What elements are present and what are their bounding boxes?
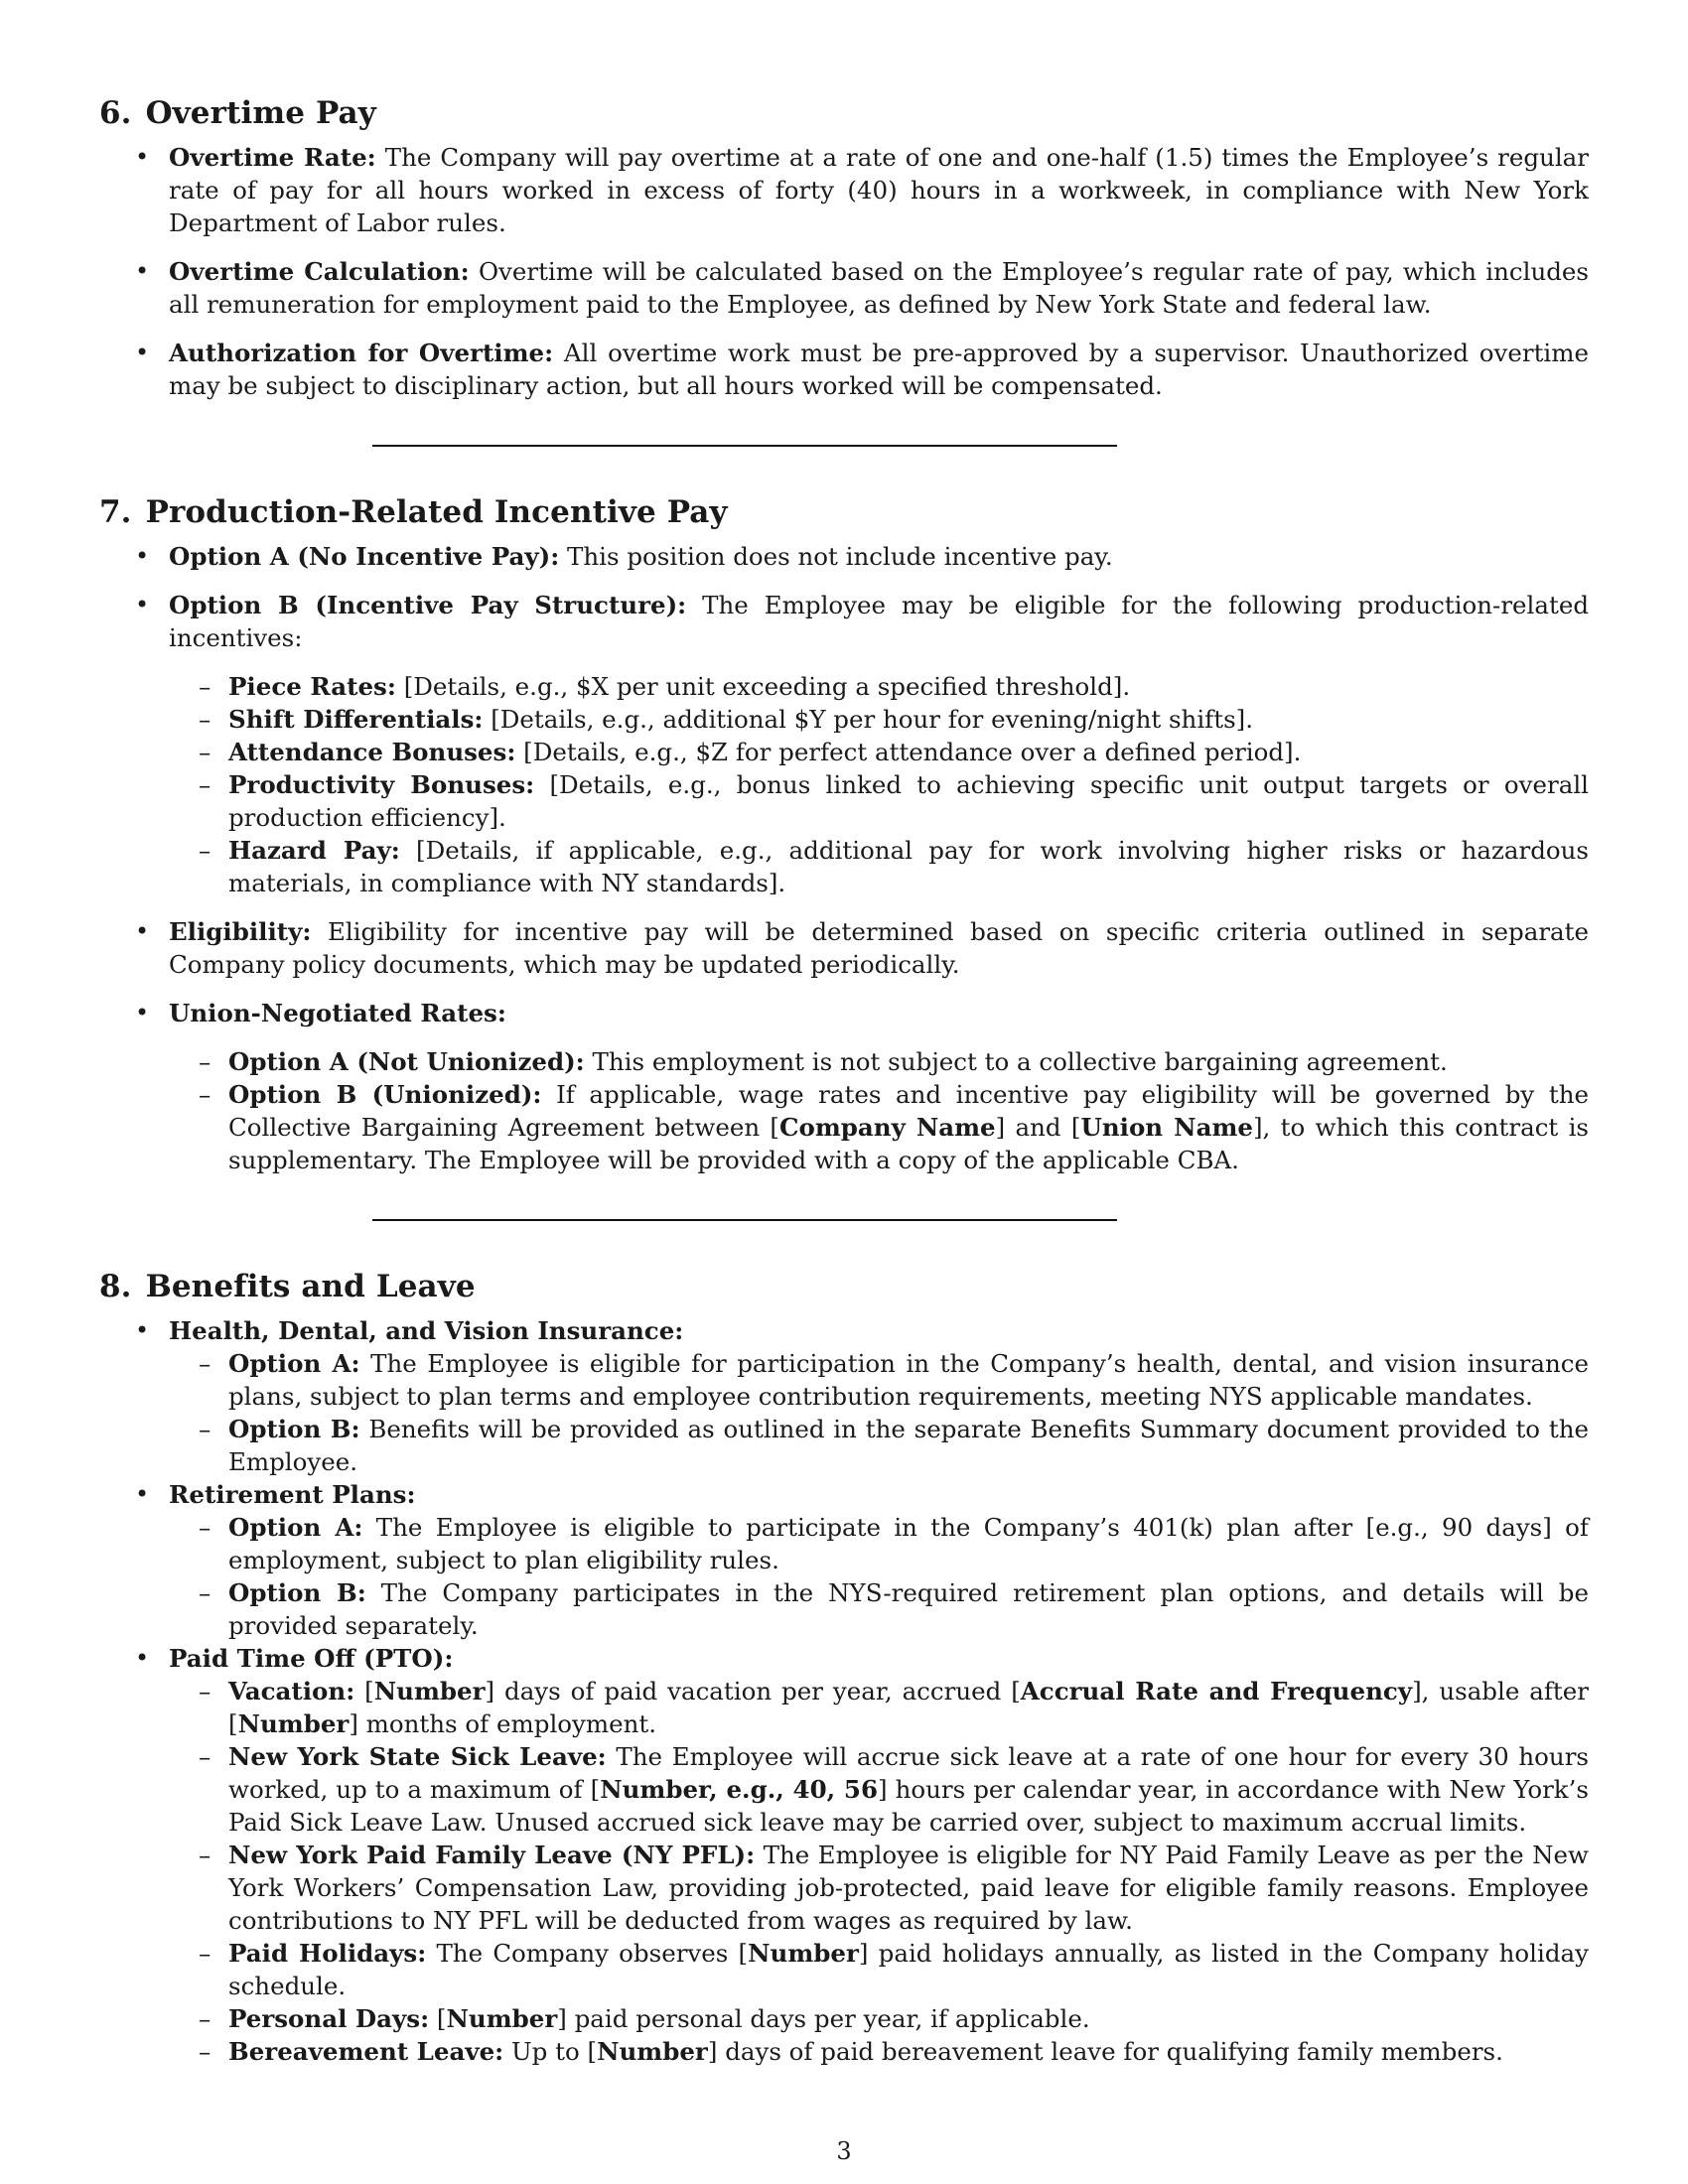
list-item: • Authorization for Overtime: All overtime work must be pre-approved by a supervisor. Unauthorized overtime may be subject to disciplinary action, but all hours worked will be compensated. (99, 337, 1589, 402)
list-item: – Option B: The Company participates in the NYS-required retirement plan options, and details will be provided separately. (169, 1576, 1589, 1642)
list-item: – New York Paid Family Leave (NY PFL): The Employee is eligible for NY Paid Family Leave as per the New York Workers’ Compensation Law, providing job-protected, paid leave for eligible family reasons. Employee contributions to NY PFL will be deducted from wages as required by law. (169, 1839, 1589, 1937)
incentive-sublist (169, 670, 1589, 899)
section-heading: 7. Production-Related Incentive Pay (99, 494, 728, 530)
overtime-list (99, 141, 1589, 402)
list-item: • Overtime Rate: The Company will pay overtime at a rate of one and one-half (1.5) times the Employee’s regular rate of pay for all hours worked in excess of forty (40) hours in a workweek, in compliance with New York Department of Labor rules. (99, 141, 1589, 239)
list-item: • Option A (No Incentive Pay): This position does not include incentive pay. (99, 540, 1589, 573)
section-heading: 6. Overtime Pay (99, 95, 376, 131)
list-item: – New York State Sick Leave: The Employee will accrue sick leave at a rate of one hour for every 30 hours worked, up to a maximum of [Number, e.g., 40, 56] hours per calendar year, in accordance with New York’s Paid Sick Leave Law. Unused accrued sick leave may be carried over, subject to maximum accrual limits. (169, 1740, 1589, 1839)
list-item: – Option A: The Employee is eligible for participation in the Company’s health, dental, and vision insurance plans, subject to plan terms and employee contribution requirements, meeting NYS applicable mandates. (169, 1347, 1589, 1413)
section-divider (372, 445, 1117, 447)
section-heading: 8. Benefits and Leave (99, 1269, 476, 1304)
list-item: – Option A (Not Unionized): This employment is not subject to a collective bargaining agreement. (169, 1045, 1589, 1078)
list-item: • Paid Time Off (PTO): – Vacation: [Number] days of paid vacation per year, accrued [Accrual Rate and Frequency], usable after [Number] months of employment. – New York State Sick Leave: The Employee will accrue sick leave at a rate of one hour for every 30 hours worked, up to a maximum of [Number, e.g., 40, 56] hours per calendar year, in accordance with New York’s Paid Sick Leave Law. Unused accrued sick leave may be carried over, subject to maximum accrual limits. – New York Paid Family Leave (NY PFL): The Employee is eligible for NY Paid Family Leave as per the New York Workers’ Compensation Law, providing job-protected, paid leave for eligible family reasons. Employee contributions to NY PFL will be deducted from wages as required by law. – Paid Holidays: The Company observes [Number] paid holidays annually, as listed in the Company holiday schedule. – Personal Days: [Number] paid personal days per year, if applicable. – Bereavement Leave: Up to [Number] days of paid bereavement leave for qualifying family members. (99, 1642, 1589, 2068)
union-sublist (169, 1045, 1589, 1176)
list-item: – Hazard Pay: [Details, if applicable, e.g., additional pay for work involving higher risks or hazardous materials, in compliance with NY standards]. (169, 834, 1589, 899)
retirement-sublist (169, 1511, 1589, 1642)
list-item: • Eligibility: Eligibility for incentive pay will be determined based on specific criteria outlined in separate Company policy documents, which may be updated periodically. (99, 915, 1589, 981)
list-item: – Personal Days: [Number] paid personal days per year, if applicable. (169, 2002, 1589, 2035)
section-overtime-pay (99, 91, 1589, 402)
section-divider (372, 1219, 1117, 1221)
list-item: – Paid Holidays: The Company observes [Number] paid holidays annually, as listed in the Company holiday schedule. (169, 1937, 1589, 2002)
list-item: – Bereavement Leave: Up to [Number] days of paid bereavement leave for qualifying family members. (169, 2035, 1589, 2068)
list-item: – Piece Rates: [Details, e.g., $X per unit exceeding a specified threshold]. (169, 670, 1589, 703)
list-item: • Health, Dental, and Vision Insurance: – Option A: The Employee is eligible for participation in the Company’s health, dental, and vision insurance plans, subject to plan terms and employee contribution requirements, meeting NYS applicable mandates. – Option B: Benefits will be provided as outlined in the separate Benefits Summary document provided to the Employee. (99, 1314, 1589, 1478)
list-item: – Productivity Bonuses: [Details, e.g., bonus linked to achieving specific unit output targets or overall production efficiency]. (169, 768, 1589, 834)
page-number: 3 (836, 2137, 852, 2165)
list-item: – Vacation: [Number] days of paid vacation per year, accrued [Accrual Rate and Frequency], usable after [Number] months of employment. (169, 1675, 1589, 1740)
list-item: • Union-Negotiated Rates: – Option A (Not Unionized): This employment is not subject to a collective bargaining agreement. – Option B (Unionized): If applicable, wage rates and incentive pay eligibility will be governed by the Collective Bargaining Agreement between [Company Name] and [Union Name], to which this contract is supplementary. The Employee will be provided with a copy of the applicable CBA. (99, 997, 1589, 1176)
list-item: • Overtime Calculation: Overtime will be calculated based on the Employee’s regular rate of pay, which includes all remuneration for employment paid to the Employee, as defined by New York State and federal law. (99, 255, 1589, 321)
section-benefits-leave (99, 1265, 1589, 2068)
benefits-list (99, 1314, 1589, 2068)
list-item: – Option A: The Employee is eligible to participate in the Company’s 401(k) plan after [e.g., 90 days] of employment, subject to plan eligibility rules. (169, 1511, 1589, 1576)
incentive-list (99, 540, 1589, 1176)
list-item: – Shift Differentials: [Details, e.g., additional $Y per hour for evening/night shifts]. (169, 703, 1589, 736)
list-item: • Retirement Plans: – Option A: The Employee is eligible to participate in the Company’s 401(k) plan after [e.g., 90 days] of employment, subject to plan eligibility rules. – Option B: The Company participates in the NYS-required retirement plan options, and details will be provided separately. (99, 1478, 1589, 1642)
list-item: • Option B (Incentive Pay Structure): The Employee may be eligible for the following production-related incentives: – Piece Rates: [Details, e.g., $X per unit exceeding a specified threshold]. – Shift Differentials: [Details, e.g., additional $Y per hour for evening/night shifts]. – Attendance Bonuses: [Details, e.g., $Z for perfect attendance over a defined period]. – Productivity Bonuses: [Details, e.g., bonus linked to achieving specific unit output targets or overall production efficiency]. – Hazard Pay: [Details, if applicable, e.g., additional pay for work involving higher risks or hazardous materials, in compliance with NY standards]. (99, 589, 1589, 899)
section-incentive-pay (99, 490, 1589, 1176)
list-item: – Option B (Unionized): If applicable, wage rates and incentive pay eligibility will be governed by the Collective Bargaining Agreement between [Company Name] and [Union Name], to which this contract is supplementary. The Employee will be provided with a copy of the applicable CBA. (169, 1078, 1589, 1176)
list-item: – Option B: Benefits will be provided as outlined in the separate Benefits Summary document provided to the Employee. (169, 1413, 1589, 1478)
health-sublist (169, 1347, 1589, 1478)
list-item: – Attendance Bonuses: [Details, e.g., $Z for perfect attendance over a defined period]. (169, 736, 1589, 768)
pto-sublist (169, 1675, 1589, 2068)
document-page (99, 91, 1589, 2068)
